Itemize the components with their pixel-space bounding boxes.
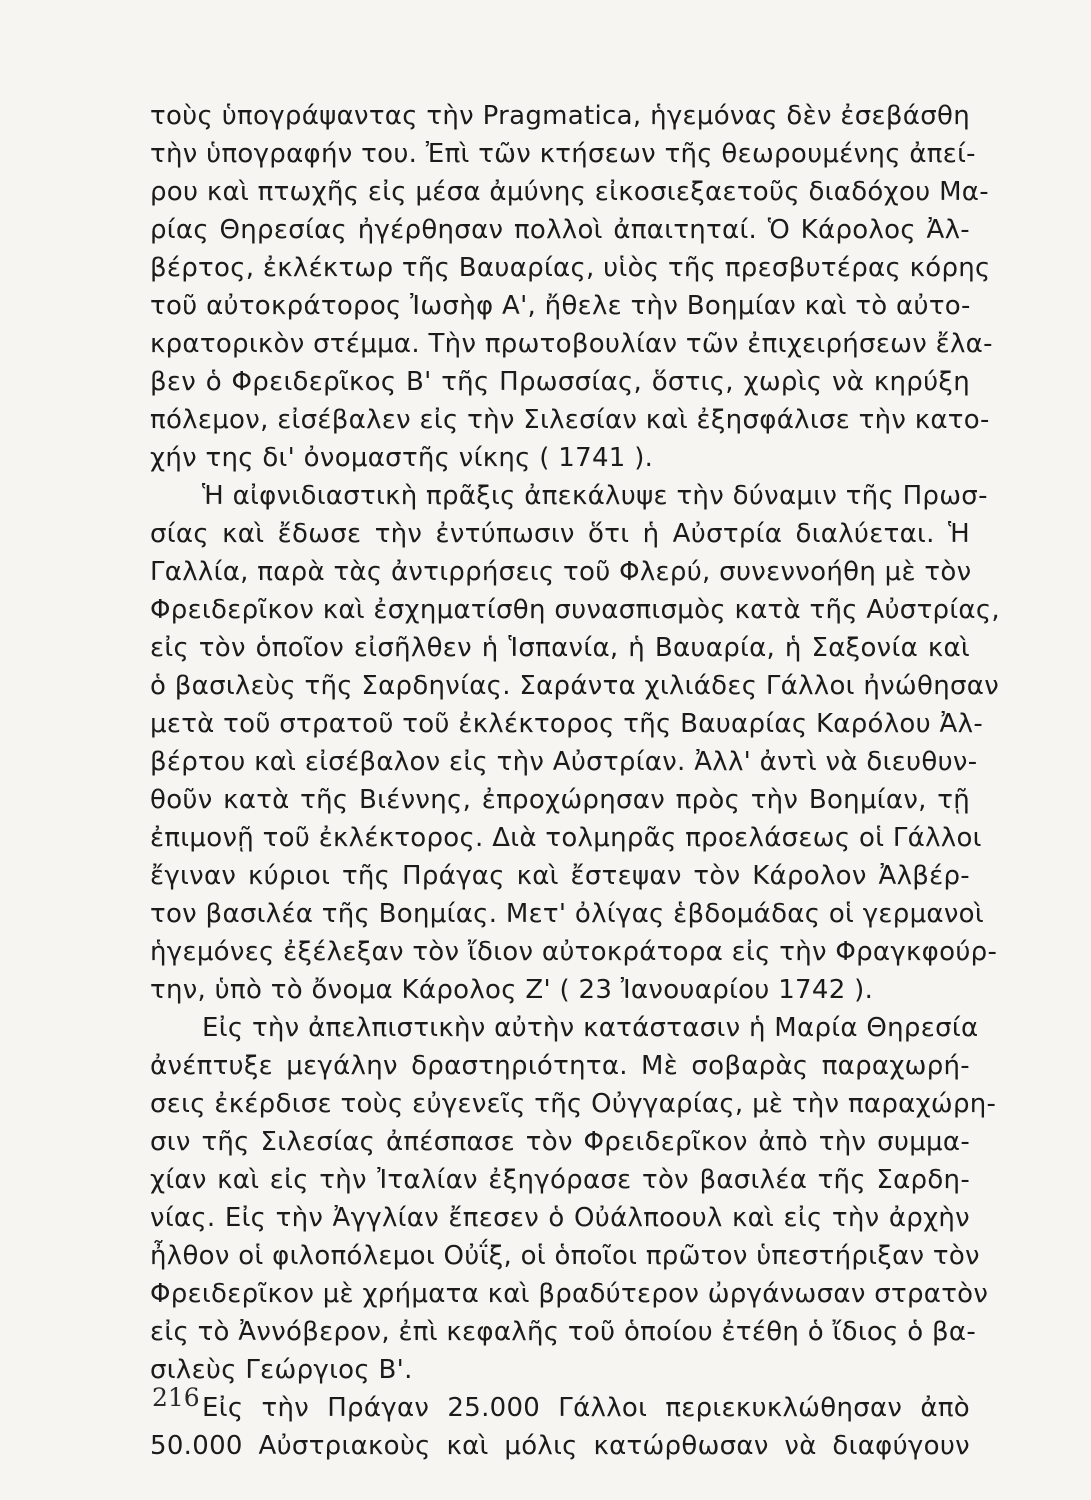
text-line: Γαλλία, παρὰ τὰς ἀντιρρήσεις τοῦ Φλερύ, συνεννοήθη μὲ τὸν: [150, 557, 972, 587]
text-line: τὴν ὑπογραφήν του. Ἐπὶ τῶν κτήσεων τῆς θεωρουμένης ἀπεί-: [150, 139, 976, 169]
text-line: θοῦν κατὰ τῆς Βιέννης, ἐπροχώρησαν πρὸς τὴν Βοημίαν, τῇ: [150, 785, 970, 815]
text-line: εἰς τὸν ὁποῖον εἰσῆλθεν ἡ Ἱσπανία, ἡ Βαυαρία, ἡ Σαξονία καὶ: [150, 633, 970, 663]
text-line: πόλεμον, εἰσέβαλεν εἰς τὴν Σιλεσίαν καὶ ἐξησφάλισε τὴν κατο-: [150, 405, 990, 435]
text-line: βέρτου καὶ εἰσέβαλον εἰς τὴν Αὐστρίαν. Ἀλλ' ἀντὶ νὰ διευθυν-: [150, 747, 978, 777]
text-line: σεις ἐκέρδισε τοὺς εὐγενεῖς τῆς Οὐγγαρίας, μὲ τὴν παραχώρη-: [150, 1089, 997, 1119]
text-line: ἦλθον οἱ φιλοπόλεμοι Οὐΐξ, οἱ ὁποῖοι πρῶτον ὑπεστήριξαν τὸν: [150, 1241, 980, 1271]
text-line: ρου καὶ πτωχῆς εἰς μέσα ἀμύνης εἰκοσιεξαετοῦς διαδόχου Μα-: [150, 177, 989, 207]
text-line: ἡγεμόνες ἐξέλεξαν τὸν ἴδιον αὐτοκράτορα εἰς τὴν Φραγκφούρ-: [150, 937, 998, 967]
text-line: νίας. Εἰς τὴν Ἀγγλίαν ἔπεσεν ὁ Οὐάλποουλ καὶ εἰς τὴν ἀρχὴν: [150, 1203, 970, 1233]
text-line: μετὰ τοῦ στρατοῦ τοῦ ἐκλέκτορος τῆς Βαυαρίας Καρόλου Ἀλ-: [150, 709, 984, 739]
body-text: [150, 97, 1000, 1465]
text-line: ρίας Θηρεσίας ἠγέρθησαν πολλοὶ ἀπαιτηταί. Ὁ Κάρολος Ἀλ-: [150, 215, 970, 245]
text-line: κρατορικὸν στέμμα. Τὴν πρωτοβουλίαν τῶν ἐπιχειρήσεων ἔλα-: [150, 329, 993, 359]
text-line: Φρειδερῖκον καὶ ἐσχηματίσθη συνασπισμὸς κατὰ τῆς Αὐστρίας,: [150, 595, 1000, 625]
text-line: τοὺς ὑπογράψαντας τὴν Pragmatica, ἡγεμόνας δὲν ἐσεβάσθη: [150, 101, 970, 131]
text-line: βεν ὁ Φρειδερῖκος Β' τῆς Πρωσσίας, ὅστις, χωρὶς νὰ κηρύξη: [150, 367, 970, 397]
text-line: ἐπιμονῇ τοῦ ἐκλέκτορος. Διὰ τολμηρᾶς προελάσεως οἱ Γάλλοι: [150, 823, 982, 853]
text-line: χήν της δι' ὀνομαστῆς νίκης ( 1741 ).: [150, 443, 654, 473]
text-line: 50.000 Αὐστριακοὺς καὶ μόλις κατώρθωσαν νὰ διαφύγουν: [150, 1431, 970, 1461]
text-line: εἰς τὸ Ἀννόβερον, ἐπὶ κεφαλῆς τοῦ ὁποίου ἐτέθη ὁ ἴδιος ὁ βα-: [150, 1317, 977, 1347]
text-line: ἀνέπτυξε μεγάλην δραστηριότητα. Μὲ σοβαρὰς παραχωρή-: [150, 1051, 970, 1081]
text-line: Φρειδερῖκον μὲ χρήματα καὶ βραδύτερον ὠργάνωσαν στρατὸν: [150, 1279, 989, 1309]
text-line: βέρτος, ἐκλέκτωρ τῆς Βαυαρίας, υἱὸς τῆς πρεσβυτέρας κόρης: [150, 253, 991, 283]
text-line: χίαν καὶ εἰς τὴν Ἰταλίαν ἐξηγόρασε τὸν βασιλέα τῆς Σαρδη-: [150, 1165, 970, 1195]
text-line: σιν τῆς Σιλεσίας ἀπέσπασε τὸν Φρειδερῖκον ἀπὸ τὴν συμμα-: [150, 1127, 970, 1157]
text-line: τοῦ αὐτοκράτορος Ἰωσὴφ Α', ἤθελε τὴν Βοημίαν καὶ τὸ αὐτο-: [150, 291, 971, 321]
text-line: Εἰς τὴν Πράγαν 25.000 Γάλλοι περιεκυκλώθησαν ἀπὸ: [202, 1393, 970, 1423]
text-line: ἔγιναν κύριοι τῆς Πράγας καὶ ἔστεψαν τὸν Κάρολον Ἀλβέρ-: [150, 861, 970, 891]
text-line: σιλεὺς Γεώργιος Β'.: [150, 1355, 413, 1385]
text-line: Εἰς τὴν ἀπελπιστικὴν αὐτὴν κατάστασιν ἡ Μαρία Θηρεσία: [202, 1013, 979, 1043]
text-line: σίας καὶ ἔδωσε τὴν ἐντύπωσιν ὅτι ἡ Αὐστρία διαλύεται. Ἡ: [150, 519, 970, 549]
text-line: τον βασιλέα τῆς Βοημίας. Μετ' ὀλίγας ἑβδομάδας οἱ γερμανοὶ: [150, 899, 984, 929]
text-line: Ἡ αἰφνιδιαστικὴ πρᾶξις ἀπεκάλυψε τὴν δύναμιν τῆς Πρωσ-: [202, 481, 988, 511]
text-line: ὁ βασιλεὺς τῆς Σαρδηνίας. Σαράντα χιλιάδες Γάλλοι ἠνώθησαν: [150, 671, 1000, 701]
text-line: την, ὑπὸ τὸ ὄνομα Κάρολος Ζ' ( 23 Ἰανουαρίου 1742 ).: [150, 975, 874, 1005]
page-number: 216: [152, 1383, 200, 1412]
